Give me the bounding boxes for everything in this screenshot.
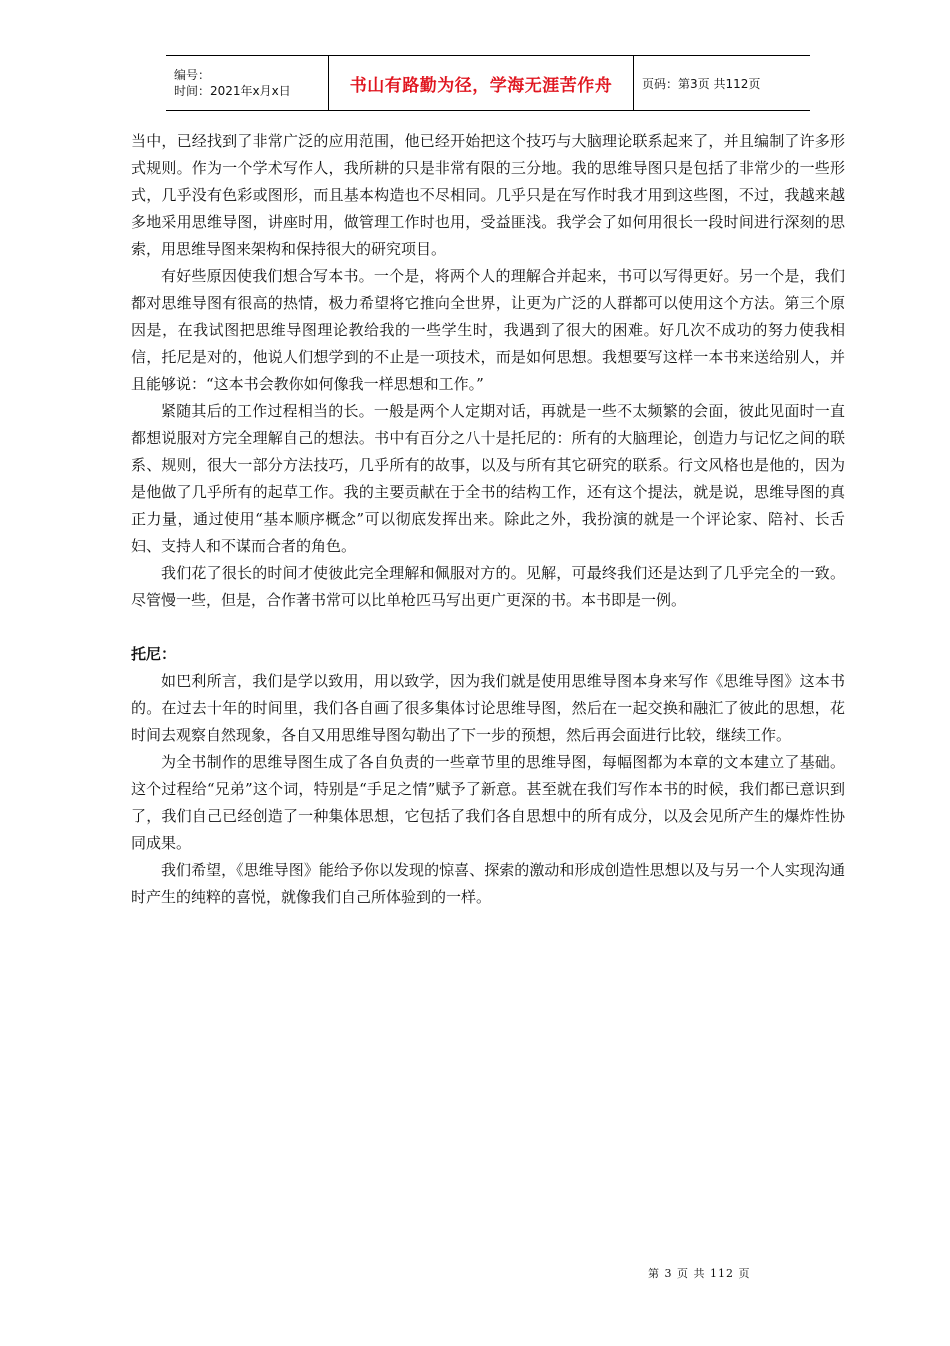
document-body <box>131 128 845 911</box>
header-motto <box>329 56 634 110</box>
motto-text: 书山有路勤为径，学海无涯苦作舟 <box>349 75 613 96</box>
body-paragraph: 如巴利所言，我们是学以致用，用以致学，因为我们就是使用思维导图本身来写作《思维导图》这本书的。在过去十年的时间里，我们各自画了很多集体讨论思维导图，然后在一起交换和融汇了彼此的思想，花时间去观察自然现象，各自又用思维导图勾勒出了下一步的预想，然后再会面进行比较，继续工作。 <box>131 672 845 744</box>
body-paragraph: 有好些原因使我们想合写本书。一个是，将两个人的理解合并起来，书可以写得更好。另一个是，我们都对思维导图有很高的热情，极力希望将它推向全世界，让更为广泛的人群都可以使用这个方法。第三个原因是，在我试图把思维导图理论教给我的一些学生时，我遇到了很大的困难。好几次不成功的努力使我相信，托尼是对的，他说人们想学到的不止是一项技术，而是如何思想。我想要写这样一本书来送给别人，并且能够说：“这本书会教你如何像我一样思想和工作。” <box>131 267 845 393</box>
header-meta <box>166 56 329 110</box>
footer-page-number: 第 3 页 共 112 页 <box>648 1267 751 1280</box>
body-paragraph: 为全书制作的思维导图生成了各自负责的一些章节里的思维导图，每幅图都为本章的文本建立了基础。这个过程给“兄弟”这个词，特别是“手足之情”赋予了新意。甚至就在我们写作本书的时候，我们都已意识到了，我们自己已经创造了一种集体思想，它包括了我们各自思想中的所有成分，以及会见所产生的爆炸性协同成果。 <box>131 753 845 852</box>
body-paragraph: 当中，已经找到了非常广泛的应用范围，他已经开始把这个技巧与大脑理论联系起来了，并且编制了许多形式规则。作为一个学术写作人，我所耕的只是非常有限的三分地。我的思维导图只是包括了非常少的一些形式，几乎没有色彩或图形，而且基本构造也不尽相同。几乎只是在写作时我才用到这些图，不过，我越来越多地采用思维导图，讲座时用，做管理工作时也用，受益匪浅。我学会了如何用很长一段时间进行深刻的思索，用思维导图来架构和保持很大的研究项目。 <box>131 132 845 258</box>
document-number-label: 编号： <box>174 68 211 82</box>
body-paragraph: 紧随其后的工作过程相当的长。一般是两个人定期对话，再就是一些不太频繁的会面，彼此见面时一直都想说服对方完全理解自己的想法。书中有百分之八十是托尼的：所有的大脑理论，创造力与记忆之间的联系、规则，很大一部分方法技巧，几乎所有的故事，以及与所有其它研究的联系。行文风格也是他的，因为是他做了几乎所有的起草工作。我的主要贡献在于全书的结构工作，还有这个提法，就是说，思维导图的真正力量，通过使用“基本顺序概念”可以彻底发挥出来。除此之外，我扮演的就是一个评论家、陪衬、长舌妇、支持人和不谋而合者的角色。 <box>131 402 845 555</box>
body-paragraph: 我们花了很长的时间才使彼此完全理解和佩服对方的。见解，可最终我们还是达到了几乎完全的一致。尽管慢一些，但是，合作著书常可以比单枪匹马写出更广更深的书。本书即是一例。 <box>131 564 845 609</box>
body-paragraph: 我们希望，《思维导图》能给予你以发现的惊喜、探索的激动和形成创造性思想以及与另一个人实现沟通时产生的纯粹的喜悦，就像我们自己所体验到的一样。 <box>131 861 845 906</box>
page-header <box>166 55 810 111</box>
section-heading: 托尼： <box>131 645 177 663</box>
document-time: 时间：2021年x月x日 <box>174 84 291 98</box>
header-page-info <box>634 56 810 110</box>
page-footer <box>648 1265 750 1281</box>
page-info-text: 页码：第3页 共112页 <box>642 76 761 91</box>
